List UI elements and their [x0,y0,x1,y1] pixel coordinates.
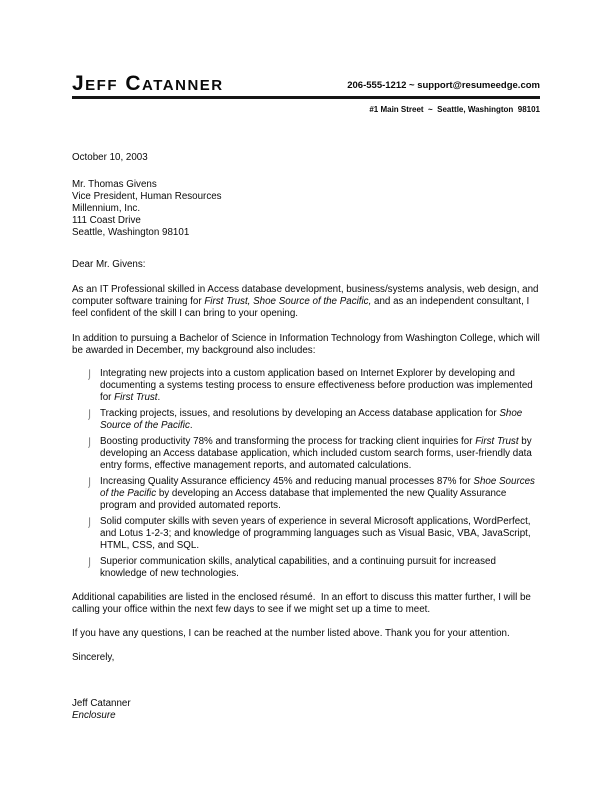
letterhead [72,73,540,116]
recipient-block [72,179,540,239]
recipient-city: Seattle, Washington 98101 [72,227,190,238]
letterhead-top-row [72,73,540,95]
italic-text-run: First Trust [475,436,519,447]
paragraph [72,333,543,357]
bullet-text [100,556,540,580]
intro-paragraphs [72,284,543,357]
bullet-icon: ⌡ [87,477,93,487]
bullet-icon: ⌡ [87,369,93,379]
text-run: Increasing Quality Assurance efficiency 45% and reducing manual processes 87% for [100,476,474,487]
italic-text-run: Shoe Sources of the Pacific [100,476,538,499]
paragraph [72,628,540,640]
list-item [72,368,540,404]
italic-text-run: First Trust, Shoe Source of the Pacific, [204,296,372,307]
text-run: Boosting productivity 78% and transforming the process for tracking client inquiries for [100,436,476,447]
recipient-name: Mr. Thomas Givens [72,179,157,190]
list-item [72,408,540,432]
italic-text-run: First Trust [114,392,158,403]
paragraph [72,592,540,616]
text-run: Integrating new projects into a custom application based on Internet Explorer by developing and documenting a systems testing process to ensure effectiveness before production was implemented for [100,368,536,403]
bullet-text [100,408,540,432]
signature-name: Jeff Catanner [72,698,131,709]
sender-phone-email: 206-555-1212 ~ support@resumeedge.com [347,80,540,91]
closing-paragraphs [72,592,540,640]
text-run: Additional capabilities are listed in the enclosed résumé. In an effort to discuss this matter further, I will be calling your office within the next few days to see if we might set up a time to meet. [72,592,534,615]
text-run: by developing an Access database that implemented the new Quality Assurance program and provided automated reports. [100,488,510,511]
text-run: Solid computer skills with seven years of experience in several Microsoft applications, WordPerfect, and Lotus 1-2-3; and knowledge of programming languages such as Visual Basic, VBA, JavaScript, HTML, CSS, and SQL. [100,516,534,551]
letterhead-rule [72,96,540,99]
salutation: Dear Mr. Givens: [72,259,146,270]
list-item [72,436,540,472]
bullet-list [72,368,540,580]
list-item [72,476,540,512]
bullet-icon: ⌡ [87,517,93,527]
enclosure-note: Enclosure [72,710,116,721]
list-item [72,516,540,552]
recipient-title: Vice President, Human Resources [72,191,222,202]
text-run: Tracking projects, issues, and resolutions by developing an Access database application for [100,408,500,419]
text-run: and as an independent consultant, I feel confident of the skill I can bring to your opening. [72,296,533,319]
text-run: As an IT Professional skilled in Access database development, business/systems analysis, web design, and computer software training for [72,284,542,307]
valediction: Sincerely, [72,652,115,663]
bullet-text [100,436,540,472]
text-run: Superior communication skills, analytical capabilities, and a continuing pursuit for increased knowledge of new technologies. [100,556,499,579]
text-run: If you have any questions, I can be reached at the number listed above. Thank you for your attention. [72,628,510,639]
recipient-company: Millennium, Inc. [72,203,141,214]
sender-name: Jeff Catanner [72,72,224,95]
list-item [72,556,540,580]
bullet-text [100,368,540,404]
bullet-icon: ⌡ [87,557,93,567]
paragraph [72,284,540,320]
bullet-text [100,516,540,552]
text-run: . [189,420,193,431]
letter-content [72,72,543,722]
sender-address: #1 Main Street ~ Seattle, Washington 98101 [369,105,540,114]
bullet-icon: ⌡ [87,437,93,447]
recipient-street: 111 Coast Drive [72,215,141,226]
text-run: . [157,392,161,403]
italic-text-run: Shoe Source of the Pacific [100,408,525,431]
letter-date: October 10, 2003 [72,152,148,163]
bullet-text [100,476,540,512]
text-run: by developing an Access database application, which included custom search forms, user-friendly data entry forms, effective management reports, and automated calculations. [100,436,535,471]
bullet-icon: ⌡ [87,409,93,419]
text-run: In addition to pursuing a Bachelor of Science in Information Technology from Washington College, which will be awarded in December, my background also includes: [72,333,543,356]
